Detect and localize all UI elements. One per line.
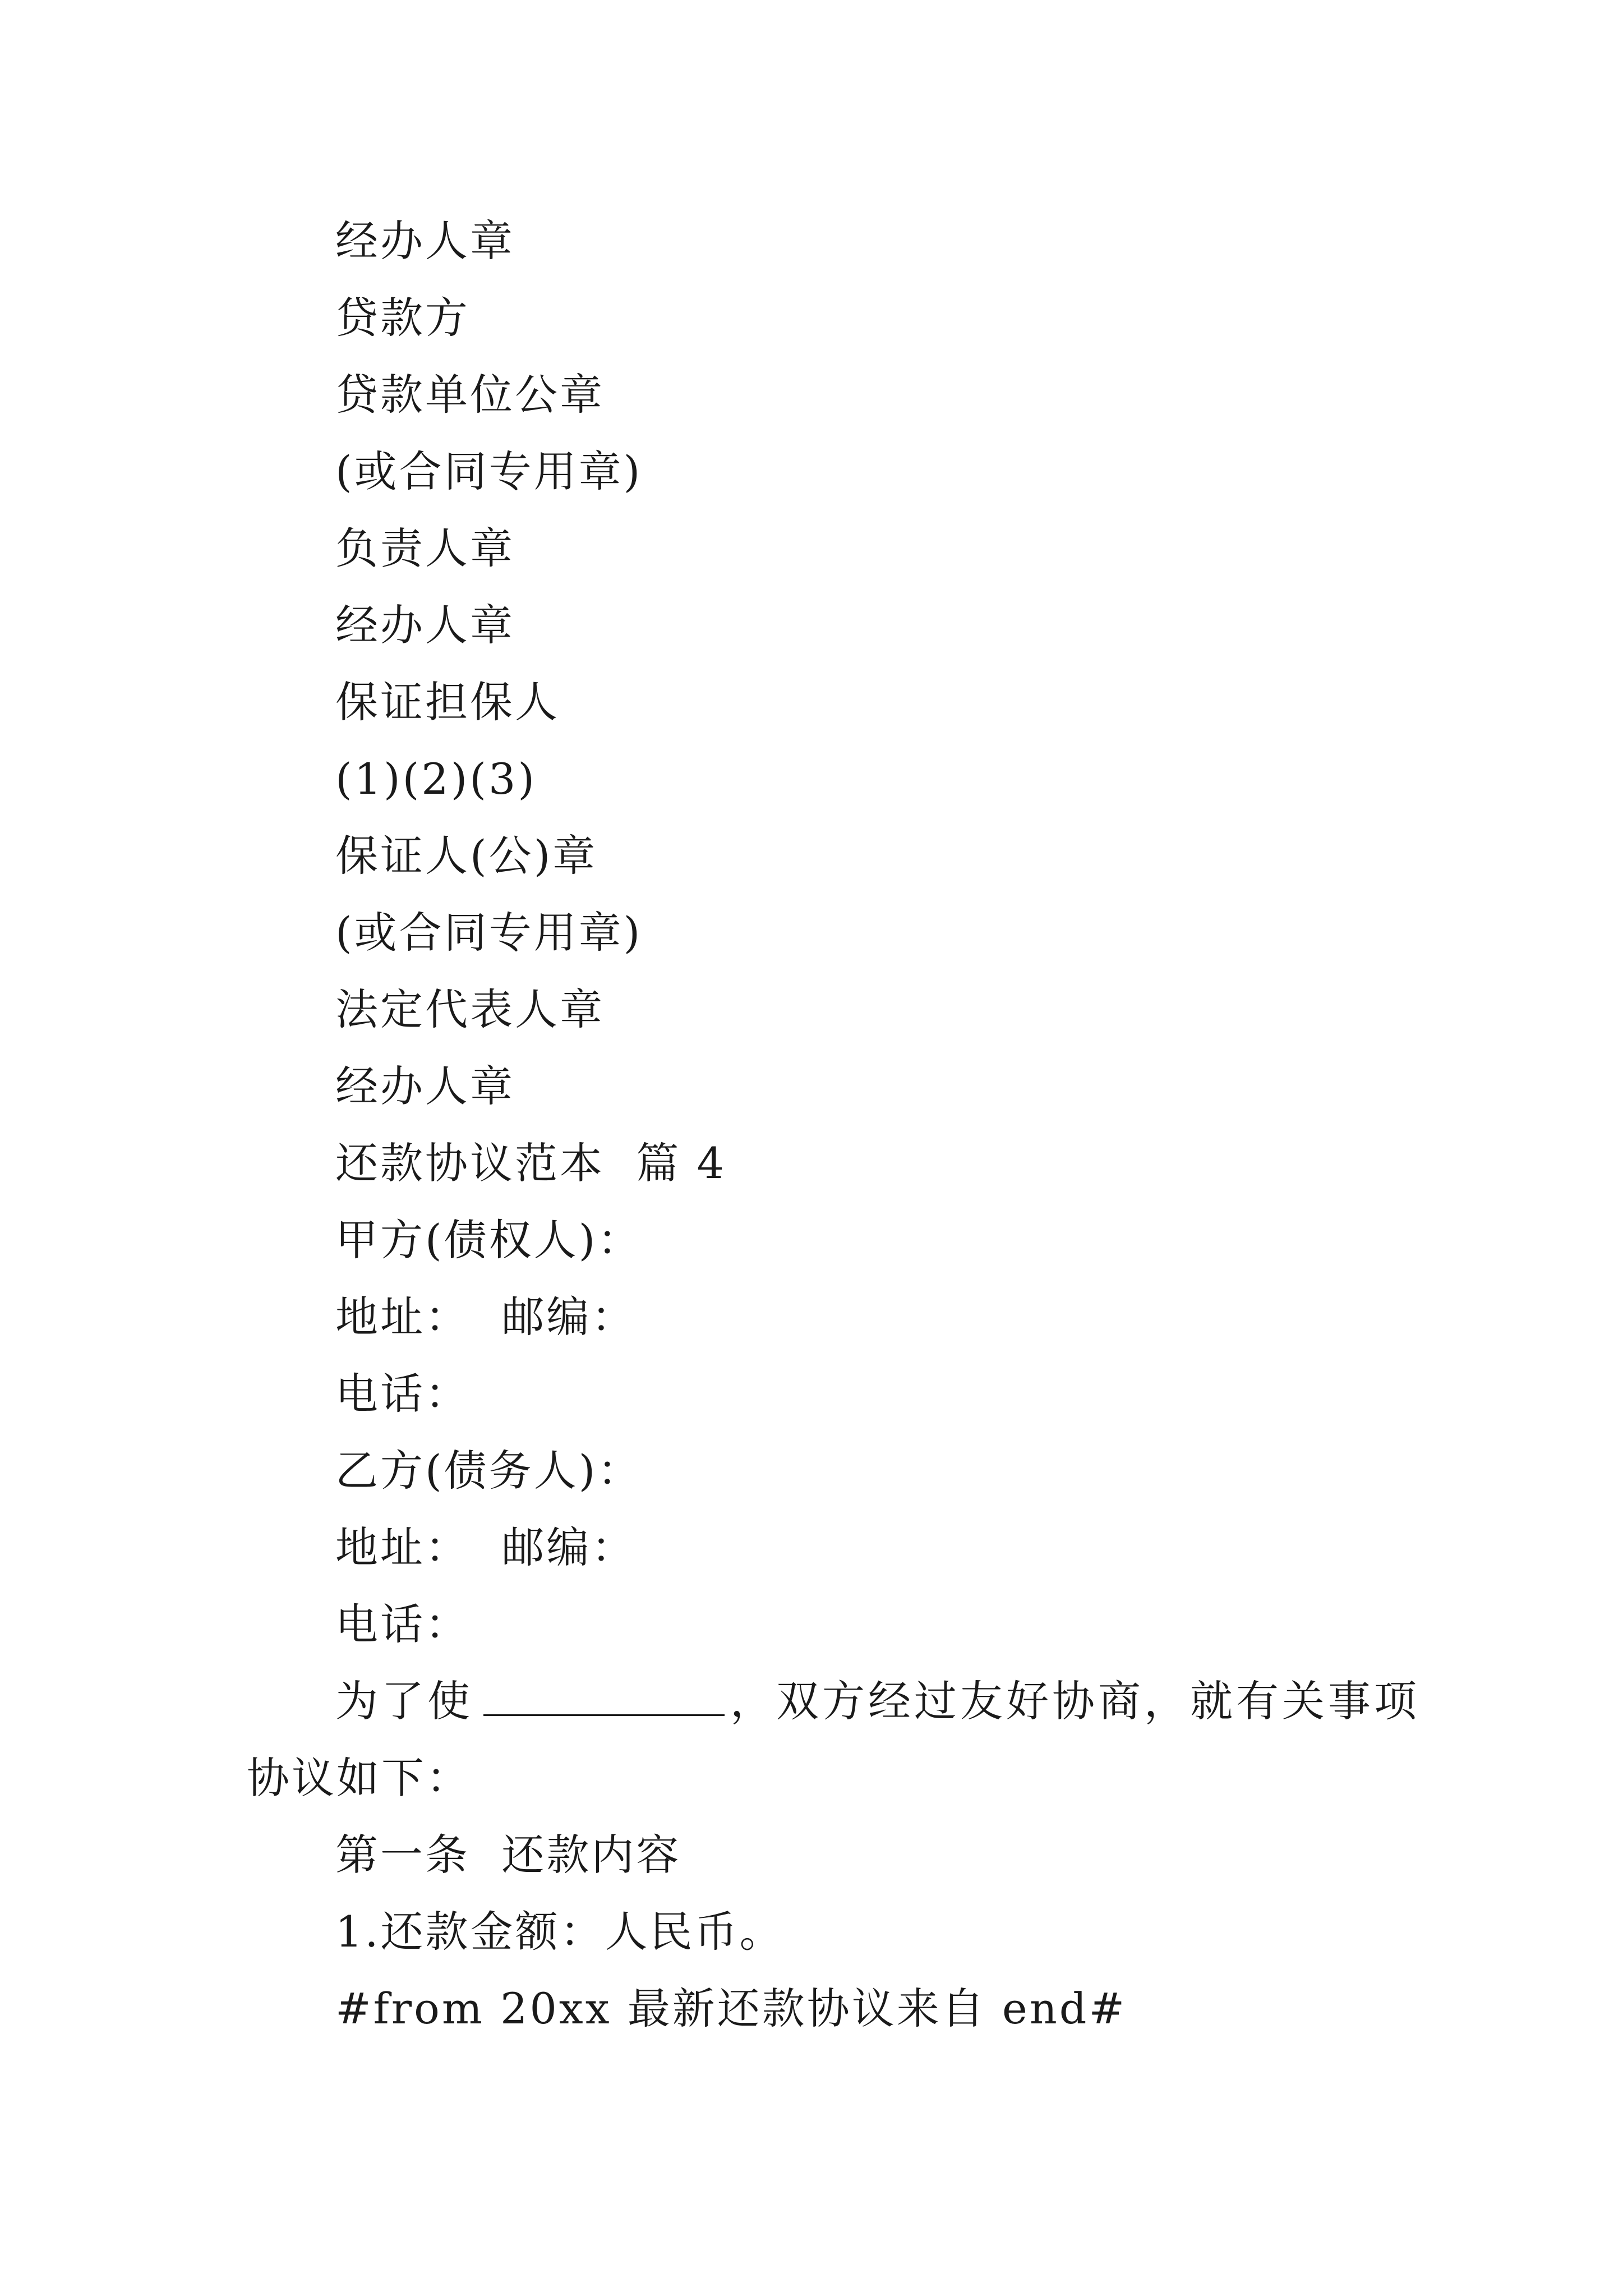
clause-1: 1.还款金额：人民币。: [335, 1907, 785, 1957]
fill-in-blank: [483, 1711, 725, 1716]
section-heading: 还款协议范本 篇 4: [335, 1138, 726, 1188]
text-line: 电话：: [335, 1599, 470, 1649]
text-line: 法定代表人章: [335, 984, 605, 1034]
text-line: 经办人章: [335, 216, 515, 266]
text-line: 经办人章: [335, 1061, 515, 1111]
text-line: 负责人章: [335, 523, 515, 573]
text-line: 保证人(公)章: [335, 831, 598, 881]
text-line: 保证担保人: [335, 677, 560, 727]
footer-marker: #from 20xx 最新还款协议来自 end#: [335, 1984, 1127, 2033]
text-line: 经办人章: [335, 600, 515, 650]
text-line: 甲方(债权人)：: [335, 1215, 643, 1265]
text-line: 地址： 邮编：: [335, 1292, 637, 1342]
text-line: (或合同专用章): [335, 447, 643, 496]
purpose-continuation: 协议如下：: [247, 1753, 471, 1803]
text-line: 乙方(债务人)：: [335, 1446, 643, 1496]
text-line: 电话：: [335, 1369, 470, 1419]
article-title: 第一条 还款内容: [335, 1830, 681, 1880]
text-line: (1)(2)(3): [335, 754, 537, 804]
purpose-suffix: ，双方经过友好协商，就有关事项: [730, 1676, 1420, 1726]
text-line: 地址： 邮编：: [335, 1522, 637, 1572]
purpose-paragraph: [335, 1673, 1420, 1729]
text-line: 贷款单位公章: [335, 370, 605, 420]
text-line: 贷款方: [335, 293, 470, 343]
purpose-prefix: 为了使: [335, 1676, 473, 1726]
text-line: (或合同专用章): [335, 908, 643, 958]
